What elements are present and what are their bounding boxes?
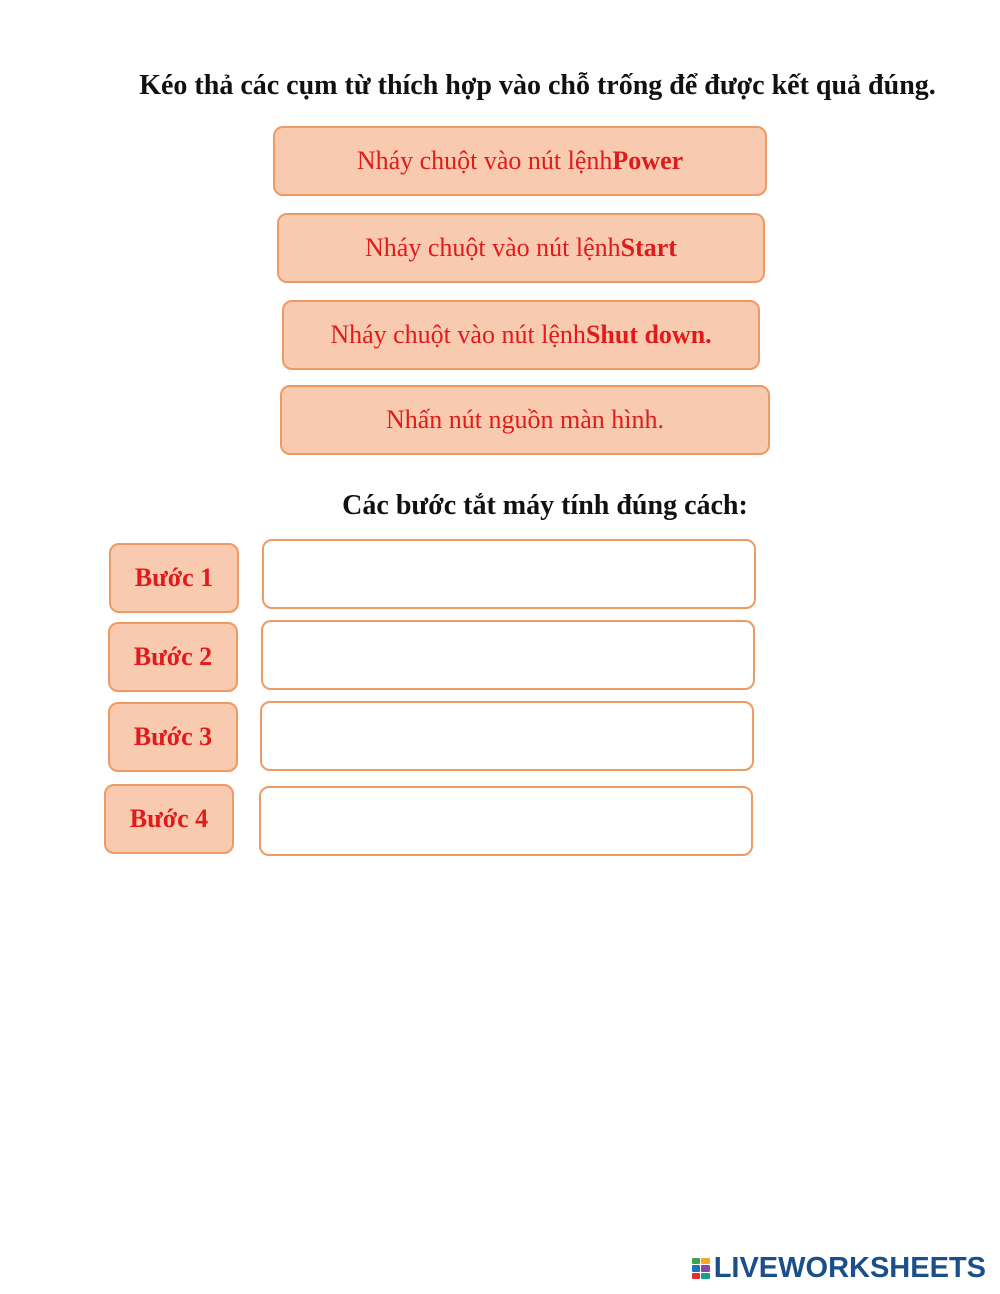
option-power[interactable] [273,126,767,196]
drop-slot-4[interactable] [259,786,753,856]
liveworksheets-logo-icon [692,1258,710,1280]
step-label-1: Bước 1 [109,543,239,613]
option-bold-text: Power [612,146,684,175]
instruction-text: Kéo thả các cụm từ thích hợp vào chỗ trống để được kết quả đúng. [139,70,936,101]
logo-text: LIVEWORKSHEETS [713,1252,986,1284]
steps-heading: Các bước tắt máy tính đúng cách: [342,490,748,521]
liveworksheets-logo[interactable] [692,1252,986,1285]
option-text: Nhấn nút nguồn màn hình. [385,405,665,434]
option-text: Nháy chuột vào nút lệnh [365,233,621,262]
drop-slot-2[interactable] [261,620,755,690]
option-start[interactable] [277,213,765,283]
step-label-4: Bước 4 [104,784,234,854]
option-bold-text: Shut down. [585,320,712,349]
option-text: Nháy chuột vào nút lệnh [356,146,613,175]
option-bold-text: Start [620,233,677,262]
option-shut-down[interactable] [282,300,760,370]
step-label-2: Bước 2 [108,622,238,692]
drop-slot-3[interactable] [260,701,754,771]
drop-slot-1[interactable] [262,539,756,609]
option-monitor-power[interactable] [280,385,770,455]
step-label-3: Bước 3 [108,702,238,772]
option-text: Nháy chuột vào nút lệnh [330,320,586,349]
